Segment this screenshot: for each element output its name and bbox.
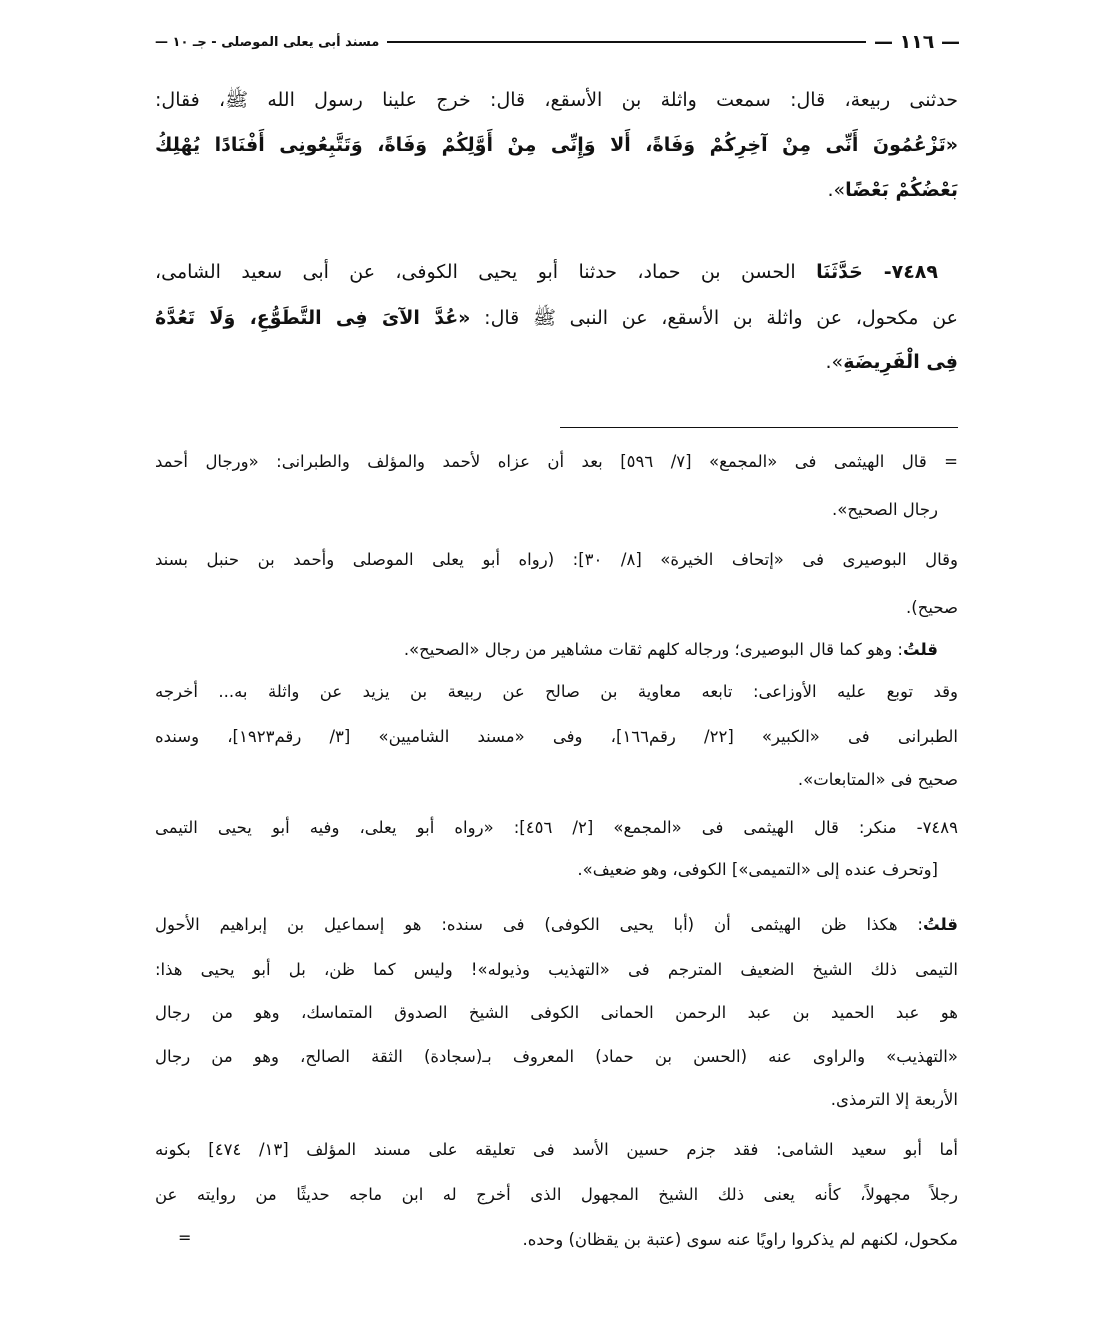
text-line [155,342,958,382]
qultu-label: قلتُ [902,640,938,659]
footnote-line: رجال الصحيح». [832,500,938,519]
footnote-line: رجلاً مجهولاً، كأنه يعنى ذلك الشيخ المجهول الذى أخرج له ابن ماجه حديثًا من روايته عن [155,1185,958,1204]
footnote-line: التيمى ذلك الشيخ الضعيف المترجم فى «التهذيب وذيوله»! وليس كما ظن، بل أبو يحيى هذا: [155,960,958,979]
footnote-line [155,630,938,670]
running-header [155,30,960,54]
footnote-line: الطبرانى فى «الكبير» [٢٢/ رقم١٦٦]، وفى «مسند الشاميين» [٣/ رقم١٩٢٣]، وسنده [155,727,958,746]
footnote-line: أما أبو سعيد الشامى: فقد جزم حسين الأسد فى تعليقه على مسند المؤلف [١٣/ ٤٧٤] بكونه [155,1140,958,1159]
text: الحسن بن حماد، حدثنا أبو يحيى الكوفى، عن أبى سعيد الشامى، [155,261,817,283]
hadith-text: «عُدَّ الآىَ فِى التَّطَوُّعِ، وَلَا تَعُدَّهُ [155,307,471,329]
text-line: حدثنى ربيعة، قال: سمعت واثلة بن الأسقع، قال: خرج علينا رسول الله ﷺ، فقال: [155,89,958,111]
book-title: مسند أبى يعلى الموصلى - جـ ١٠ — [155,34,380,50]
footnote-line: صحيح فى «المتابعات». [797,770,958,789]
footnote-line: الأربعة إلا الترمذى. [830,1090,958,1109]
text: : وهو كما قال البوصيرى؛ ورجاله كلهم ثقات مشاهير من رجال «الصحيح». [403,640,903,659]
hadith-text: فِى الْفَرِيضَةِ [843,351,958,373]
text-line [155,298,958,338]
footnote-line: هو عبد الحميد بن عبد الرحمن الحمانى الكوفى الشيخ الصدوق المتماسك، وهو من رجال [155,1003,958,1022]
hadith-number: ٧٤٨٩- حَدَّثَنَا [816,261,938,283]
footnote-line: «التهذيب» والراوى عنه (الحسن بن حماد) المعروف بـ(سجادة) الثقة الصالح، وهو من رجال [155,1047,958,1066]
footnote-line: وقال البوصيرى فى «إتحاف الخيرة» [٨/ ٣٠]: (رواه أبو يعلى الموصلى وأحمد بن حنبل بسند [155,550,958,569]
text: : هكذا ظن الهيثمى أن (أبا يحيى الكوفى) فى سنده: هو إسماعيل بن إبراهيم الأحول [155,915,923,934]
footnote-line [155,905,958,945]
hadith-text: بَعْضُكُمْ بَعْضًا [845,179,958,201]
text: ». [825,351,844,373]
text: ». [827,179,846,201]
hadith-text-line [155,170,958,210]
footnote-line: مكحول، لكنهم لم يذكروا راويًا عنه سوى (عتبة بن يقظان) وحده. [522,1230,958,1249]
footnote-line: = قال الهيثمى فى «المجمع» [٧/ ٥٩٦] بعد أن عزاه لأحمد والمؤلف والطبرانى: «ورجال أحمد [155,452,958,471]
hadith-text-line: «تَزْعُمُونَ أَنِّى مِنْ آخِرِكُمْ وَفَاةً، أَلا وَإِنِّى مِنْ أَوَّلِكُمْ وَفَاةً، وَتَتَّبِعُونِى أَفْنَادًا يُهْلِكُ [155,134,958,156]
hadith-7489-line [155,252,938,292]
footnote-line: [وتحرف عنده إلى «التميمى»] الكوفى، وهو ضعيف». [577,860,938,879]
text: عن مكحول، عن واثلة بن الأسقع، عن النبى ﷺ قال: [470,307,958,329]
continued-mark: = [178,1228,192,1247]
footnote-separator [560,427,958,428]
footnote-line: ٧٤٨٩- منكر: قال الهيثمى فى «المجمع» [٢/ ٤٥٦]: «رواه أبو يعلى، وفيه أبو يحيى التيمى [155,818,958,837]
footnote-line: صحيح). [906,598,958,617]
header-rule [387,41,866,43]
qultu-label: قلتُ [922,915,958,934]
footnote-line: وقد توبع عليه الأوزاعى: تابعه معاوية بن صالح عن ربيعة بن يزيد عن واثلة به... أخرجه [155,682,958,701]
page-number: — ١١٦ — [873,31,960,53]
